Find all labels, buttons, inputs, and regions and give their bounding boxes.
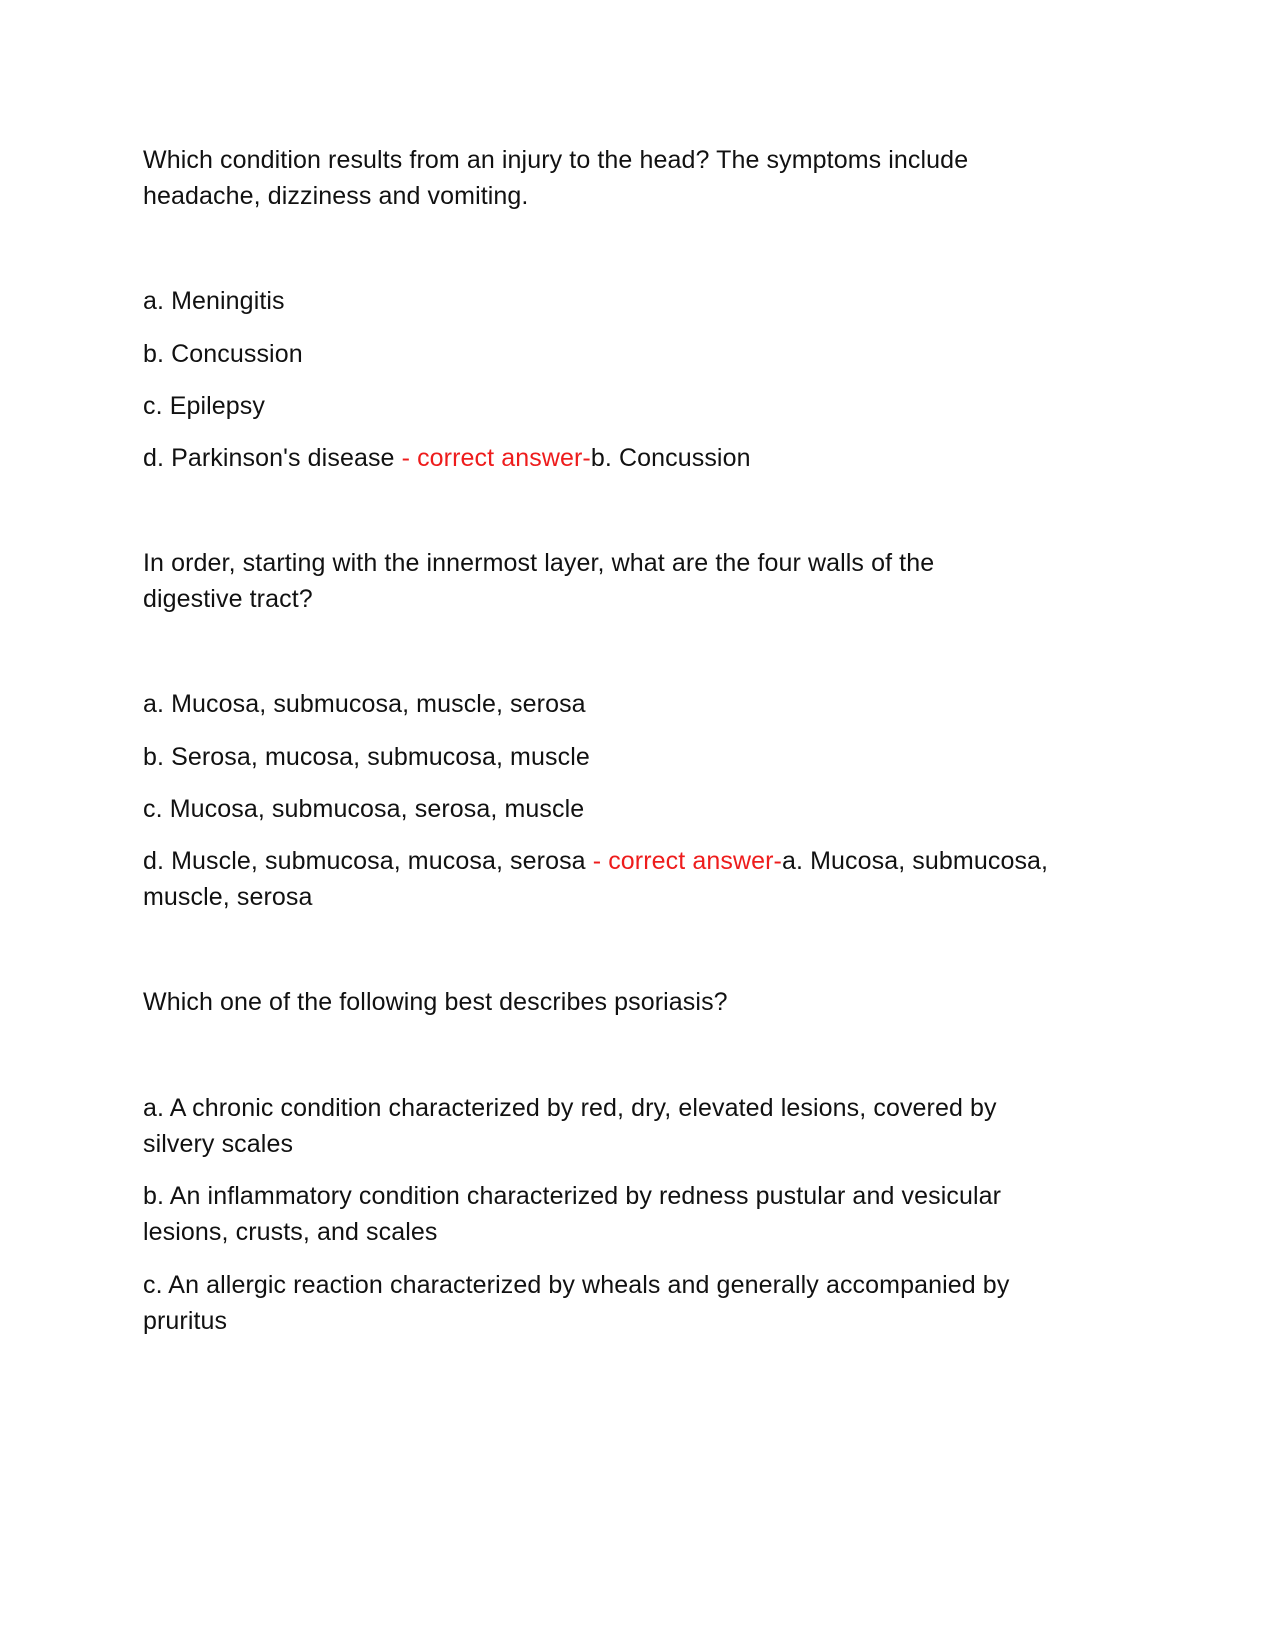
question-2-option-b: b. Serosa, mucosa, submucosa, muscle [143,743,590,771]
question-2-correct-answer: a. Mucosa, submucosa, [781,847,1049,875]
question-3-prompt-line-1: Which one of the following best describes psoriasis? [143,988,728,1016]
question-3-option-b-line-1: b. An inflammatory condition characterized by redness pustular and vesicular [143,1182,1002,1210]
question-3-option-a-line-1: a. A chronic condition characterized by red, dry, elevated lesions, covered by [143,1094,997,1122]
question-2-option-d-line [143,843,1048,879]
question-1-option-a: a. Meningitis [143,287,285,315]
question-2-option-a: a. Mucosa, submucosa, muscle, serosa [143,690,586,718]
question-2-option-c: c. Mucosa, submucosa, serosa, muscle [143,795,585,823]
question-3-option-b-line-2: lesions, crusts, and scales [143,1218,438,1246]
question-1-prompt-line-1: Which condition results from an injury to the head? The symptoms include [143,146,969,174]
question-1-prompt-line-2: headache, dizziness and vomiting. [143,182,529,210]
question-2-correct-answer-label: - correct answer- [592,847,782,875]
question-1-option-d-line [143,440,751,476]
question-1-option-b: b. Concussion [143,340,303,368]
question-2-correct-answer-continuation: muscle, serosa [143,883,313,911]
question-1-option-c: c. Epilepsy [143,392,265,420]
question-3-option-c-line-2: pruritus [143,1307,228,1335]
question-1-correct-answer-label: - correct answer- [401,444,591,472]
question-1-correct-answer: b. Concussion [590,444,751,472]
question-2-option-d: d. Muscle, submucosa, mucosa, serosa [143,847,593,875]
question-3-option-c-line-1: c. An allergic reaction characterized by wheals and generally accompanied by [143,1271,1010,1299]
question-3-option-a-line-2: silvery scales [143,1130,294,1158]
question-2-prompt-line-1: In order, starting with the innermost layer, what are the four walls of the [143,549,935,577]
question-2-prompt-line-2: digestive tract? [143,585,313,613]
question-1-option-d: d. Parkinson's disease [143,444,402,472]
